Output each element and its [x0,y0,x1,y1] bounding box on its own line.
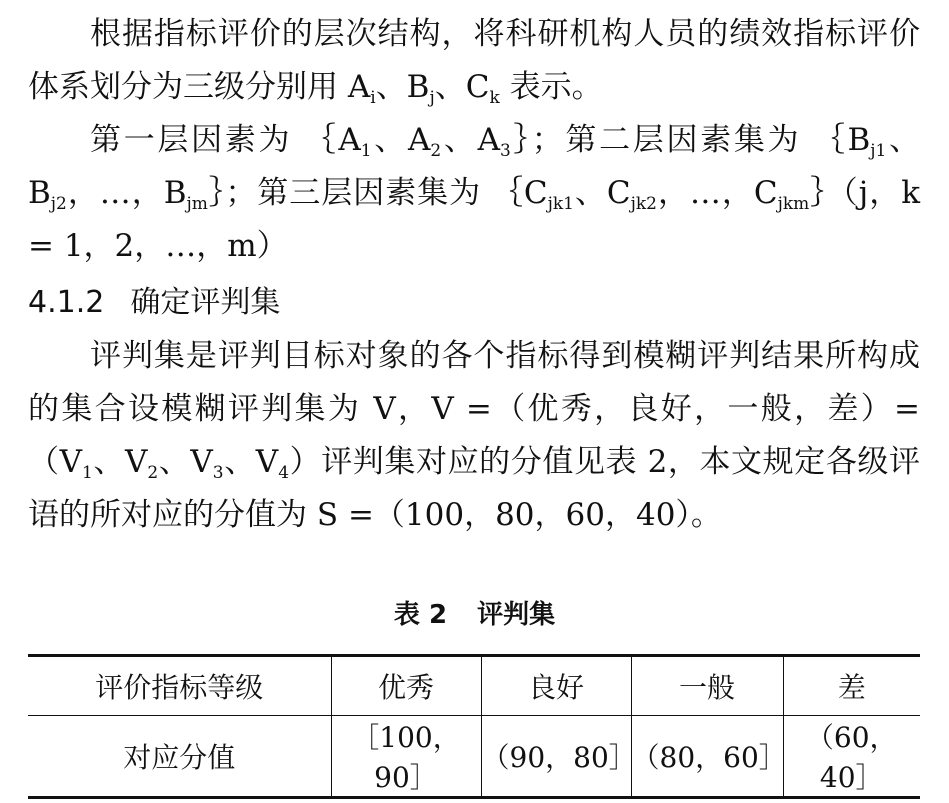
text-run: 、V [223,444,279,480]
score-cell-average: （80，60］ [631,716,783,798]
score-cell-good: （90，80］ [481,716,631,798]
table-header-row [28,656,920,716]
subscript: j [429,88,435,108]
text-run: 、C [573,175,631,211]
subscript: i [370,88,376,108]
subscript: 2 [430,141,442,161]
subscript: 2 [147,463,159,483]
text-run: ）评判集对应的分值见表 2，本文规定各级评语的所对应的分值为 S =（100，80，60，40）。 [28,444,921,533]
text-run: 、A [371,122,431,158]
text-run: ，…，C [657,175,778,211]
table-row [28,716,920,798]
text-run: 、V [158,444,213,480]
text-run: 第一层因素为 ｛A [90,122,361,158]
subscript: 3 [499,141,511,161]
text-run: 、B [375,69,430,105]
text-run: 表示。 [499,69,603,105]
text-run: ｝（j，k = 1，2，…，m） [28,175,920,264]
section-heading [28,276,280,329]
paragraph-hierarchy [28,8,920,114]
paragraph-evaluation-set [28,330,920,542]
text-run: 、B [28,122,921,211]
table-caption-label: 表 2 [393,600,448,630]
section-number: 4.1.2 [28,285,105,320]
text-run: 、C [434,69,490,105]
subscript: jkm [777,194,810,214]
evaluation-set-table [28,654,920,799]
text-run: 根据指标评价的层次结构，将科研机构人员的绩效指标评价体系划分为三级分别用 A [28,16,920,105]
subscript: j2 [50,194,67,214]
text-run: ｝；第二层因素集为 ｛B [510,122,871,158]
subscript: 1 [360,141,372,161]
score-cell-excellent: ［100，90］ [331,716,481,798]
subscript: jm [186,194,208,214]
text-run: ｝；第三层因素集为 ｛C [207,175,548,211]
subscript: j1 [870,141,887,161]
header-cell-grade: 评价指标等级 [95,671,264,704]
score-cell-poor: （60，40］ [783,716,920,798]
subscript: 4 [278,463,290,483]
row-label-score: 对应分值 [123,741,236,774]
text-run: 评判集是评判目标对象的各个指标得到模糊评判结果所构成的集合设模糊评判集为 V，V =（优秀，良好，一般，差）=（V [28,338,920,480]
paragraph-factor-sets [28,114,920,273]
subscript: 3 [212,463,224,483]
subscript: jk1 [547,194,574,214]
header-cell-good: 良好 [481,656,631,716]
header-cell-excellent: 优秀 [331,656,481,716]
subscript: 1 [81,463,93,483]
text-run: 、A [441,122,500,158]
table-caption [0,590,949,640]
text-run: ，…，B [66,175,187,211]
table-caption-title: 评判集 [477,600,556,630]
header-cell-poor: 差 [783,656,920,716]
section-title: 确定评判集 [130,285,281,320]
subscript: k [489,88,500,108]
subscript: jk2 [630,194,657,214]
text-run: 、V [92,444,148,480]
header-cell-average: 一般 [631,656,783,716]
